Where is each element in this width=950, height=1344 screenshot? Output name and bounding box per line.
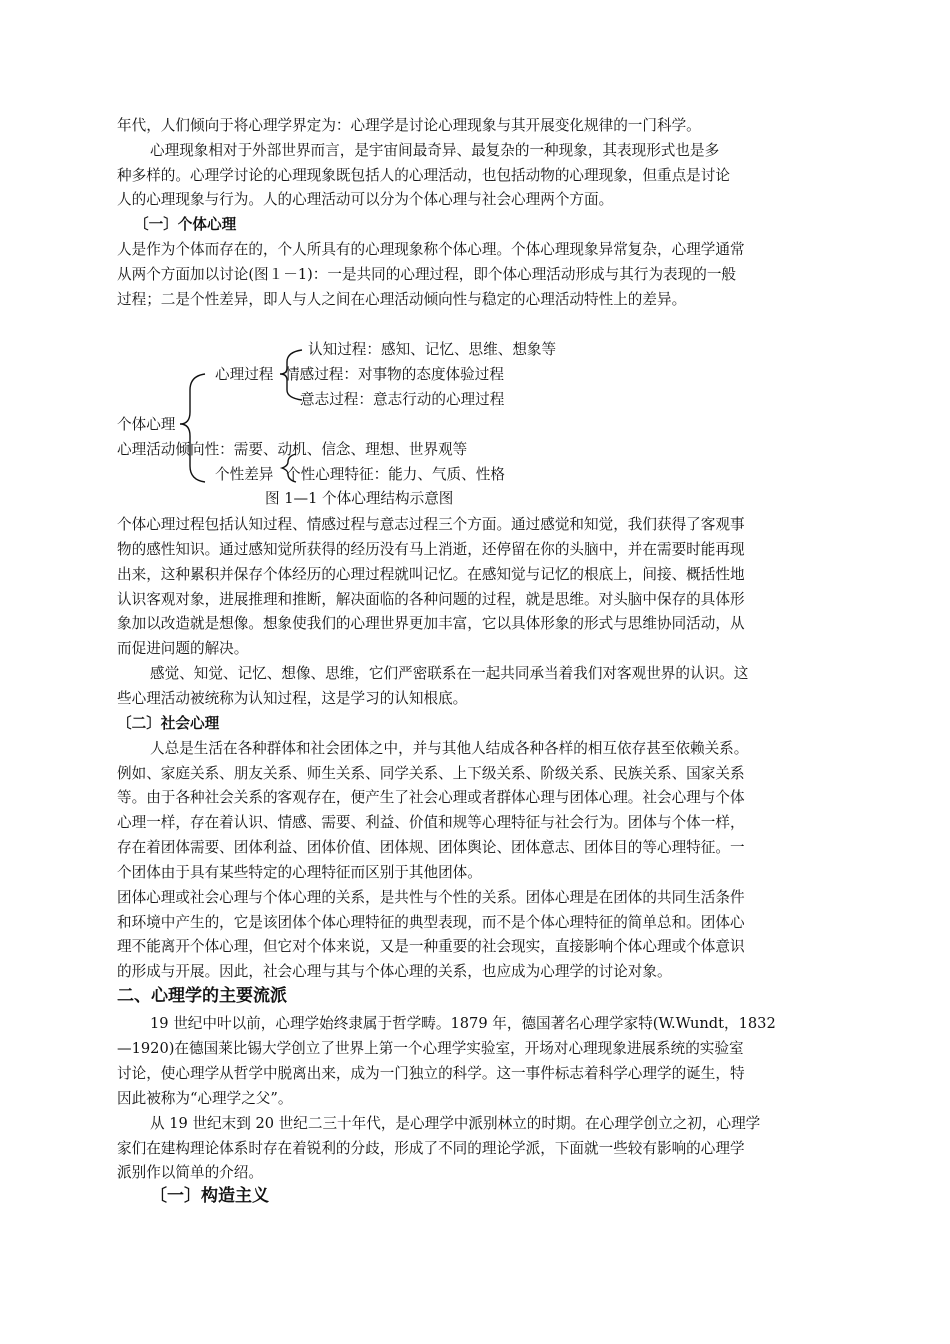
diagram-root-label: 个体心理	[117, 416, 176, 433]
paragraph-line: 和环境中产生的，它是该团体个体心理特征的典型表现，而不是个体心理特征的简单总和。团体心	[117, 914, 745, 931]
paragraph-line: 年代，人们倾向于将心理学界定为：心理学是讨论心理现象与其开展变化规律的一门科学。	[117, 117, 701, 134]
paragraph-line: 理不能离开个体心理，但它对个体来说，又是一种重要的社会现实，直接影响个体心理或个体意识	[117, 938, 745, 955]
paragraph-line: 家们在建构理论体系时存在着锐利的分歧，形成了不同的理论学派，下面就一些较有影响的心理学	[117, 1140, 745, 1157]
diagram-item-will: 意志过程：意志行动的心理过程	[300, 391, 505, 408]
paragraph-line: 人总是生活在各种群体和社会团体之中，并与其他人结成各种各样的相互依存甚至依赖关系。	[150, 740, 749, 757]
paragraph-line: 等。由于各种社会关系的客观存在，便产生了社会心理或者群体心理与团体心理。社会心理与个体	[117, 789, 745, 806]
paragraph-line: 心理现象相对于外部世界而言，是宇宙间最奇异、最复杂的一种现象，其表现形式也是多	[150, 142, 720, 159]
paragraph-line: 个体心理过程包括认知过程、情感过程与意志过程三个方面。通过感觉和知觉，我们获得了客观事	[117, 516, 745, 533]
section-heading: 〔二〕社会心理	[117, 715, 220, 732]
paragraph-line: 讨论，使心理学从哲学中脱离出来，成为一门独立的科学。这一事件标志着科学心理学的诞生，特	[117, 1065, 745, 1082]
paragraph-line: 认识客观对象，进展推理和推断，解决面临的各种问题的过程，就是思维。对头脑中保存的具体形	[117, 591, 745, 608]
paragraph-line: 团体心理或社会心理与个体心理的关系，是共性与个性的关系。团体心理是在团体的共同生活条件	[117, 889, 745, 906]
paragraph-line: 而促进问题的解决。	[117, 640, 249, 657]
paragraph-line: 人是作为个体而存在的，个人所具有的心理现象称个体心理。个体心理现象异常复杂，心理学通常	[117, 241, 745, 258]
paragraph-line: 存在着团体需要、团体利益、团体价值、团体规、团体舆论、团体意志、团体目的等心理特征。一	[117, 839, 745, 856]
diagram-process-label: 心理过程	[215, 366, 274, 383]
diagram-diff-label: 个性差异	[215, 466, 274, 483]
paragraph-line: 种多样的。心理学讨论的心理现象既包括人的心理活动，也包括动物的心理现象，但重点是讨论	[117, 167, 730, 184]
diagram-diff-item: 个性心理特征：能力、气质、性格	[286, 466, 505, 483]
section-heading: 〔一〕个体心理	[134, 216, 237, 233]
paragraph-line: 过程；二是个性差异，即人与人之间在心理活动倾向性与稳定的心理活动特性上的差异。	[117, 291, 687, 308]
paragraph-line: 因此被称为“心理学之父”。	[117, 1090, 293, 1107]
paragraph-line: 个团体由于具有某些特定的心理特征而区别于其他团体。	[117, 864, 482, 881]
diagram-item-emotion: 情感过程：对事物的态度体验过程	[285, 366, 504, 383]
paragraph-line: 人的心理现象与行为。人的心理活动可以分为个体心理与社会心理两个方面。	[117, 191, 614, 208]
diagram-caption: 图 1—1 个体心理结构示意图	[265, 490, 454, 507]
paragraph-line: 从 19 世纪末到 20 世纪二三十年代，是心理学中派别林立的时期。在心理学创立之初，心理学	[150, 1115, 761, 1132]
paragraph-line: —1920)在德国莱比锡大学创立了世界上第一个心理学实验室，开场对心理现象进展系统的实验室	[117, 1040, 744, 1057]
part-heading: 二、心理学的主要流派	[117, 986, 287, 1006]
paragraph-line: 感觉、知觉、记忆、想像、思维，它们严密联系在一起共同承当着我们对客观世界的认识。这	[150, 665, 749, 682]
paragraph-line: 些心理活动被统称为认知过程，这是学习的认知根底。	[117, 690, 468, 707]
paragraph-line: 派别作以简单的介绍。	[117, 1164, 263, 1181]
paragraph-line: 的形成与开展。因此，社会心理与其与个体心理的关系，也应成为心理学的讨论对象。	[117, 963, 672, 980]
paragraph-line: 19 世纪中叶以前，心理学始终隶属于哲学畴。1879 年，德国著名心理学家特(W.Wundt，1832	[150, 1015, 776, 1032]
paragraph-line: 心理一样，存在着认识、情感、需要、利益、价值和规等心理特征与社会行为。团体与个体一样，	[117, 814, 745, 831]
paragraph-line: 物的感性知识。通过感知觉所获得的经历没有马上消逝，还停留在你的头脑中，并在需要时能再现	[117, 541, 745, 558]
paragraph-line: 从两个方面加以讨论(图１－1)：一是共同的心理过程，即个体心理活动形成与其行为表现的一般	[117, 266, 737, 283]
paragraph-line: 象加以改造就是想像。想象使我们的心理世界更加丰富，它以具体形象的形式与思维协同活动，从	[117, 615, 745, 632]
subsection-heading: 〔一〕构造主义	[150, 1186, 269, 1206]
paragraph-line: 例如、家庭关系、朋友关系、师生关系、同学关系、上下级关系、阶级关系、民族关系、国家关系	[117, 765, 745, 782]
diagram-item-cognition: 认知过程：感知、记忆、思维、想象等	[308, 341, 557, 358]
diagram-trait-line: 心理活动倾向性：需要、动机、信念、理想、世界观等	[117, 441, 468, 458]
paragraph-line: 出来，这种累积并保存个体经历的心理过程就叫记忆。在感知觉与记忆的根底上，间接、概括性地	[117, 566, 745, 583]
